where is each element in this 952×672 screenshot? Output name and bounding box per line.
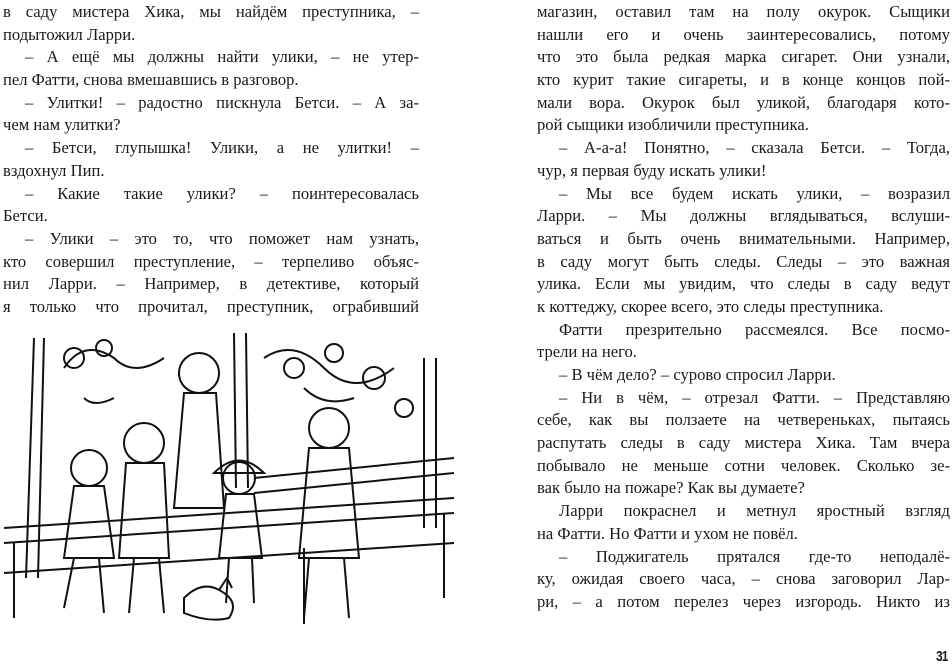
text-line: побывало не меньше сотни человек. Сколько зе- (537, 455, 950, 475)
text-line: в саду мистера Хика, мы найдём преступника, – (3, 2, 419, 21)
text-line: улика. Если мы увидим, что следы в саду ведут (537, 274, 950, 294)
text-line: мали вора. Окурок был уликой, благодаря кото- (537, 92, 950, 112)
text-line: я только что прочитал, преступник, ограбивший (3, 296, 419, 316)
text-line: рой сыщики изобличили преступника. (537, 115, 809, 135)
text-line: вздохнул Пип. (3, 160, 105, 180)
text-line: – Поджигатель прятался где-то неподалё- (559, 546, 950, 566)
text-line: ваться и быть очень внимательными. Например, (537, 228, 950, 248)
text-line: Фатти презрительно рассмеялся. Все посмо- (559, 319, 950, 339)
left-text-column (3, 1, 419, 319)
text-line: – Бетси, глупышка! Улики, а не улитки! – (25, 138, 419, 158)
right-text-column (537, 1, 950, 614)
text-line: распутать следы в саду мистера Хика. Там вчера (537, 433, 950, 453)
text-line: – А-а-а! Понятно, – сказала Бетси. – Тогда, (559, 138, 950, 158)
text-line: кто совершил преступление, – терпеливо объяс- (3, 251, 419, 271)
text-line: себе, как вы ползаете на четвереньках, пытаясь (537, 410, 950, 430)
page-number: 31 (936, 648, 948, 665)
text-line: трели на него. (537, 342, 637, 362)
children-on-bench-illustration (4, 328, 454, 624)
text-line: к коттеджу, скорее всего, это следы преступника. (537, 296, 884, 316)
text-line: в саду могут быть следы. Следы – это важная (537, 251, 950, 271)
text-line: Ларри покраснел и метнул яростный взгляд (559, 501, 950, 521)
text-line: что это была редкая марка сигарет. Они узнали, (537, 47, 950, 67)
text-line: – А ещё мы должны найти улики, – не утер- (25, 47, 419, 67)
text-line: нашли его и очень заинтересовались, потому (537, 24, 950, 44)
text-line: ри, – а потом перелез через изгородь. Никто из (537, 591, 950, 611)
text-line: пел Фатти, снова вмешавшись в разговор. (3, 70, 299, 90)
text-line: ку, ожидая своего часа, – снова заговорил Лар- (537, 569, 950, 589)
text-line: Ларри. – Мы должны вглядываться, вслуши- (537, 206, 950, 226)
text-line: – Какие такие улики? – поинтересовалась (25, 183, 419, 203)
text-line: кто курит такие сигареты, и в конце концов пой- (537, 70, 950, 90)
text-line: вак было на пожаре? Как вы думаете? (537, 478, 805, 498)
text-line: нил Ларри. – Например, в детективе, который (3, 274, 419, 294)
text-line: на Фатти. Но Фатти и ухом не повёл. (537, 523, 798, 543)
text-line: чем нам улитки? (3, 115, 121, 135)
text-line: чур, я первая буду искать улики! (537, 160, 767, 180)
text-line: – Улики – это то, что поможет нам узнать, (25, 228, 419, 248)
text-line: – Ни в чём, – отрезал Фатти. – Представляю (559, 387, 950, 407)
text-line: Бетси. (3, 206, 48, 226)
text-line: подытожил Ларри. (3, 24, 136, 44)
text-line: магазин, оставил там на полу окурок. Сыщики (537, 2, 950, 21)
text-line: – В чём дело? – сурово спросил Ларри. (559, 365, 836, 384)
text-line: – Улитки! – радостно пискнула Бетси. – А за- (25, 92, 419, 112)
text-line: – Мы все будем искать улики, – возразил (559, 183, 950, 203)
